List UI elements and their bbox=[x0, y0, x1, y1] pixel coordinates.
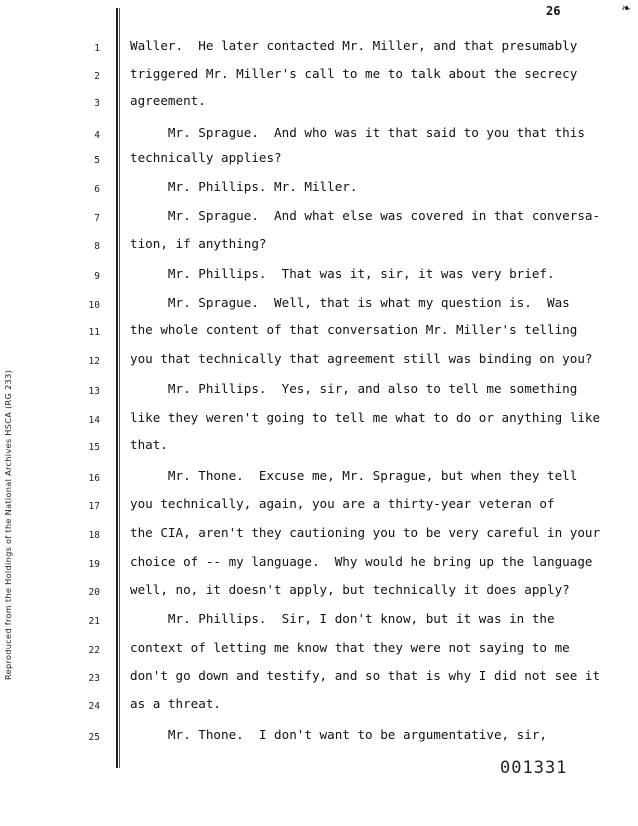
line-number: 4 bbox=[94, 130, 100, 141]
line-text: Mr. Phillips. Mr. Miller. bbox=[130, 179, 358, 194]
line-number: 22 bbox=[88, 645, 100, 656]
line-text: Mr. Sprague. Well, that is what my question is. Was bbox=[130, 295, 570, 310]
line-number: 20 bbox=[88, 587, 100, 598]
corner-mark: ❧ bbox=[622, 0, 631, 16]
transcript-line bbox=[0, 266, 638, 286]
line-text: that. bbox=[130, 437, 168, 452]
line-number: 9 bbox=[94, 271, 100, 282]
line-number: 1 bbox=[94, 43, 100, 54]
line-number: 3 bbox=[94, 98, 100, 109]
transcript-line bbox=[0, 437, 638, 457]
line-number: 18 bbox=[88, 530, 100, 541]
transcript-line bbox=[0, 38, 638, 58]
transcript-line bbox=[0, 351, 638, 371]
transcript-line bbox=[0, 727, 638, 747]
line-number: 24 bbox=[88, 701, 100, 712]
line-number: 25 bbox=[88, 732, 100, 743]
line-number: 7 bbox=[94, 213, 100, 224]
line-text: the whole content of that conversation Mr. Miller's telling bbox=[130, 322, 578, 337]
line-text: Mr. Phillips. That was it, sir, it was very brief. bbox=[130, 266, 555, 281]
transcript-line bbox=[0, 236, 638, 256]
line-number: 23 bbox=[88, 673, 100, 684]
transcript-line bbox=[0, 322, 638, 342]
line-text: you that technically that agreement still was binding on you? bbox=[130, 351, 593, 366]
transcript-line bbox=[0, 125, 638, 145]
line-text: Mr. Sprague. And what else was covered in that conversa- bbox=[130, 208, 601, 223]
transcript-line bbox=[0, 554, 638, 574]
line-text: the CIA, aren't they cautioning you to be very careful in your bbox=[130, 525, 601, 540]
transcript-line bbox=[0, 381, 638, 401]
transcript-line bbox=[0, 611, 638, 631]
transcript-line bbox=[0, 66, 638, 86]
line-text: well, no, it doesn't apply, but technically it does apply? bbox=[130, 582, 570, 597]
line-text: context of letting me know that they were not saying to me bbox=[130, 640, 570, 655]
line-text: Waller. He later contacted Mr. Miller, and that presumably bbox=[130, 38, 578, 53]
line-text: Mr. Phillips. Yes, sir, and also to tell me something bbox=[130, 381, 578, 396]
line-number: 17 bbox=[88, 501, 100, 512]
transcript-line bbox=[0, 150, 638, 170]
line-number: 11 bbox=[88, 327, 100, 338]
transcript-line bbox=[0, 468, 638, 488]
line-text: Mr. Thone. Excuse me, Mr. Sprague, but when they tell bbox=[130, 468, 578, 483]
line-text: technically applies? bbox=[130, 150, 282, 165]
transcript-line bbox=[0, 640, 638, 660]
line-text: agreement. bbox=[130, 93, 206, 108]
line-text: tion, if anything? bbox=[130, 236, 267, 251]
archive-side-note-text: Reproduced from the Holdings of the National Archives HSCA (RG 233) bbox=[3, 369, 13, 680]
transcript-line bbox=[0, 525, 638, 545]
line-number: 10 bbox=[88, 300, 100, 311]
line-text: like they weren't going to tell me what to do or anything like bbox=[130, 410, 601, 425]
bates-number: 001331 bbox=[500, 758, 568, 778]
line-text: Mr. Phillips. Sir, I don't know, but it was in the bbox=[130, 611, 555, 626]
line-number: 16 bbox=[88, 473, 100, 484]
transcript-line bbox=[0, 582, 638, 602]
line-number: 19 bbox=[88, 559, 100, 570]
line-number: 14 bbox=[88, 415, 100, 426]
page-number: 26 bbox=[546, 4, 561, 18]
transcript-line bbox=[0, 93, 638, 113]
line-number: 12 bbox=[88, 356, 100, 367]
transcript-line bbox=[0, 410, 638, 430]
line-number: 15 bbox=[88, 442, 100, 453]
transcript-line bbox=[0, 295, 638, 315]
line-text: Mr. Thone. I don't want to be argumentative, sir, bbox=[130, 727, 548, 742]
line-number: 6 bbox=[94, 184, 100, 195]
line-number: 2 bbox=[94, 71, 100, 82]
line-text: as a threat. bbox=[130, 696, 221, 711]
line-number: 8 bbox=[94, 241, 100, 252]
line-number: 21 bbox=[88, 616, 100, 627]
line-text: you technically, again, you are a thirty-year veteran of bbox=[130, 496, 555, 511]
line-text: triggered Mr. Miller's call to me to talk about the secrecy bbox=[130, 66, 578, 81]
line-text: don't go down and testify, and so that is why I did not see it bbox=[130, 668, 601, 683]
line-number: 13 bbox=[88, 386, 100, 397]
line-text: Mr. Sprague. And who was it that said to you that this bbox=[130, 125, 585, 140]
transcript-line bbox=[0, 696, 638, 716]
transcript-line bbox=[0, 208, 638, 228]
transcript-line bbox=[0, 668, 638, 688]
transcript-line bbox=[0, 179, 638, 199]
transcript-line bbox=[0, 496, 638, 516]
line-text: choice of -- my language. Why would he bring up the language bbox=[130, 554, 593, 569]
line-number: 5 bbox=[94, 155, 100, 166]
